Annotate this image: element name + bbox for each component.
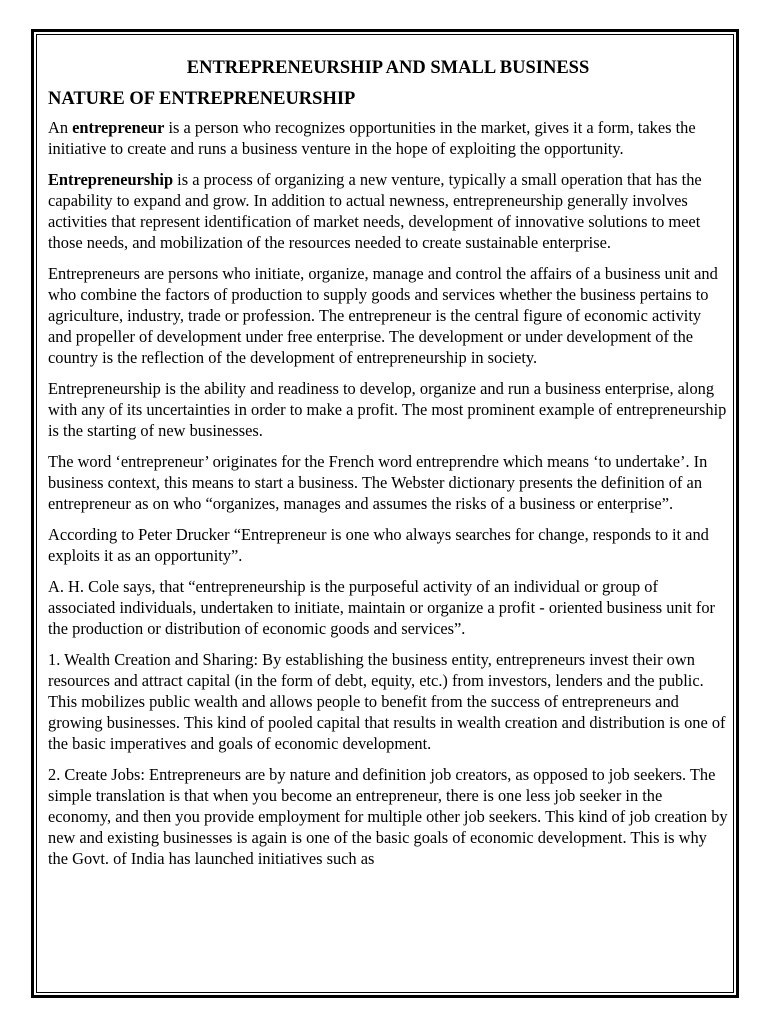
term-entrepreneur: entrepreneur <box>72 118 165 137</box>
term-entrepreneurship: Entrepreneurship <box>48 170 174 189</box>
paragraph-entrepreneur-definition <box>48 117 728 159</box>
paragraph-lead: An <box>48 118 73 137</box>
page-border-inner <box>36 34 734 993</box>
paragraph-text: is a person who recognizes opportunities in the market, gives it a form, takes the initiative to create and runs a business venture in the hope of exploiting the opportunity. <box>48 118 696 158</box>
paragraph-entrepreneurs-role: Entrepreneurs are persons who initiate, organize, manage and control the affairs of a business unit and who combine the factors of production to supply goods and services whether the business pertains to agriculture, industry, trade or profession. The entrepreneur is the central figure of economic activity and propeller of development under free enterprise. The development or under development of the country is the reflection of the development of entrepreneurship in society. <box>48 264 718 367</box>
page-border <box>31 29 739 998</box>
section-heading: NATURE OF ENTREPRENEURSHIP <box>48 89 356 109</box>
paragraph-word-origin: The word ‘entrepreneur’ originates for the French word entreprendre which means ‘to undertake’. In business context, this means to start a business. The Webster dictionary presents the definition of an entrepreneur as on who “organizes, manages and assumes the risks of a business or enterprise”. <box>48 452 708 513</box>
paragraph-entrepreneurship-definition <box>48 169 728 253</box>
document-title: ENTREPRENEURSHIP AND SMALL BUSINESS <box>186 58 590 78</box>
paragraph-create-jobs: 2. Create Jobs: Entrepreneurs are by nature and definition job creators, as opposed to job seekers. The simple translation is that when you become an entrepreneur, there is one less job seeker in the economy, and then you provide employment for multiple other job seekers. This kind of job creation by new and existing businesses is again is one of the basic goals of economic development. This is why the Govt. of India has launched initiatives such as <box>48 765 728 868</box>
document-body <box>48 57 728 879</box>
paragraph-entrepreneurship-ability: Entrepreneurship is the ability and readiness to develop, organize and run a business enterprise, along with any of its uncertainties in order to make a profit. The most prominent example of entrepreneurship is the starting of new businesses. <box>48 379 727 440</box>
paragraph-drucker-quote: According to Peter Drucker “Entrepreneur is one who always searches for change, responds to it and exploits it as an opportunity”. <box>48 525 709 565</box>
paragraph-wealth-creation: 1. Wealth Creation and Sharing: By establishing the business entity, entrepreneurs invest their own resources and attract capital (in the form of debt, equity, etc.) from investors, lenders and the public. This mobilizes public wealth and allows people to benefit from the success of entrepreneurs and growing businesses. This kind of pooled capital that results in wealth creation and distribution is one of the basic imperatives and goals of economic development. <box>48 650 726 753</box>
paragraph-cole-quote: A. H. Cole says, that “entrepreneurship is the purposeful activity of an individual or group of associated individuals, undertaken to initiate, maintain or organize a profit - oriented business unit for the production or distribution of economic goods and services”. <box>48 577 715 638</box>
paragraph-text: is a process of organizing a new venture, typically a small operation that has the capability to expand and grow. In addition to actual newness, entrepreneurship generally involves activities that represent identification of market needs, development of innovative solutions to meet those needs, and mobilization of the resources needed to create sustainable enterprise. <box>48 170 702 252</box>
